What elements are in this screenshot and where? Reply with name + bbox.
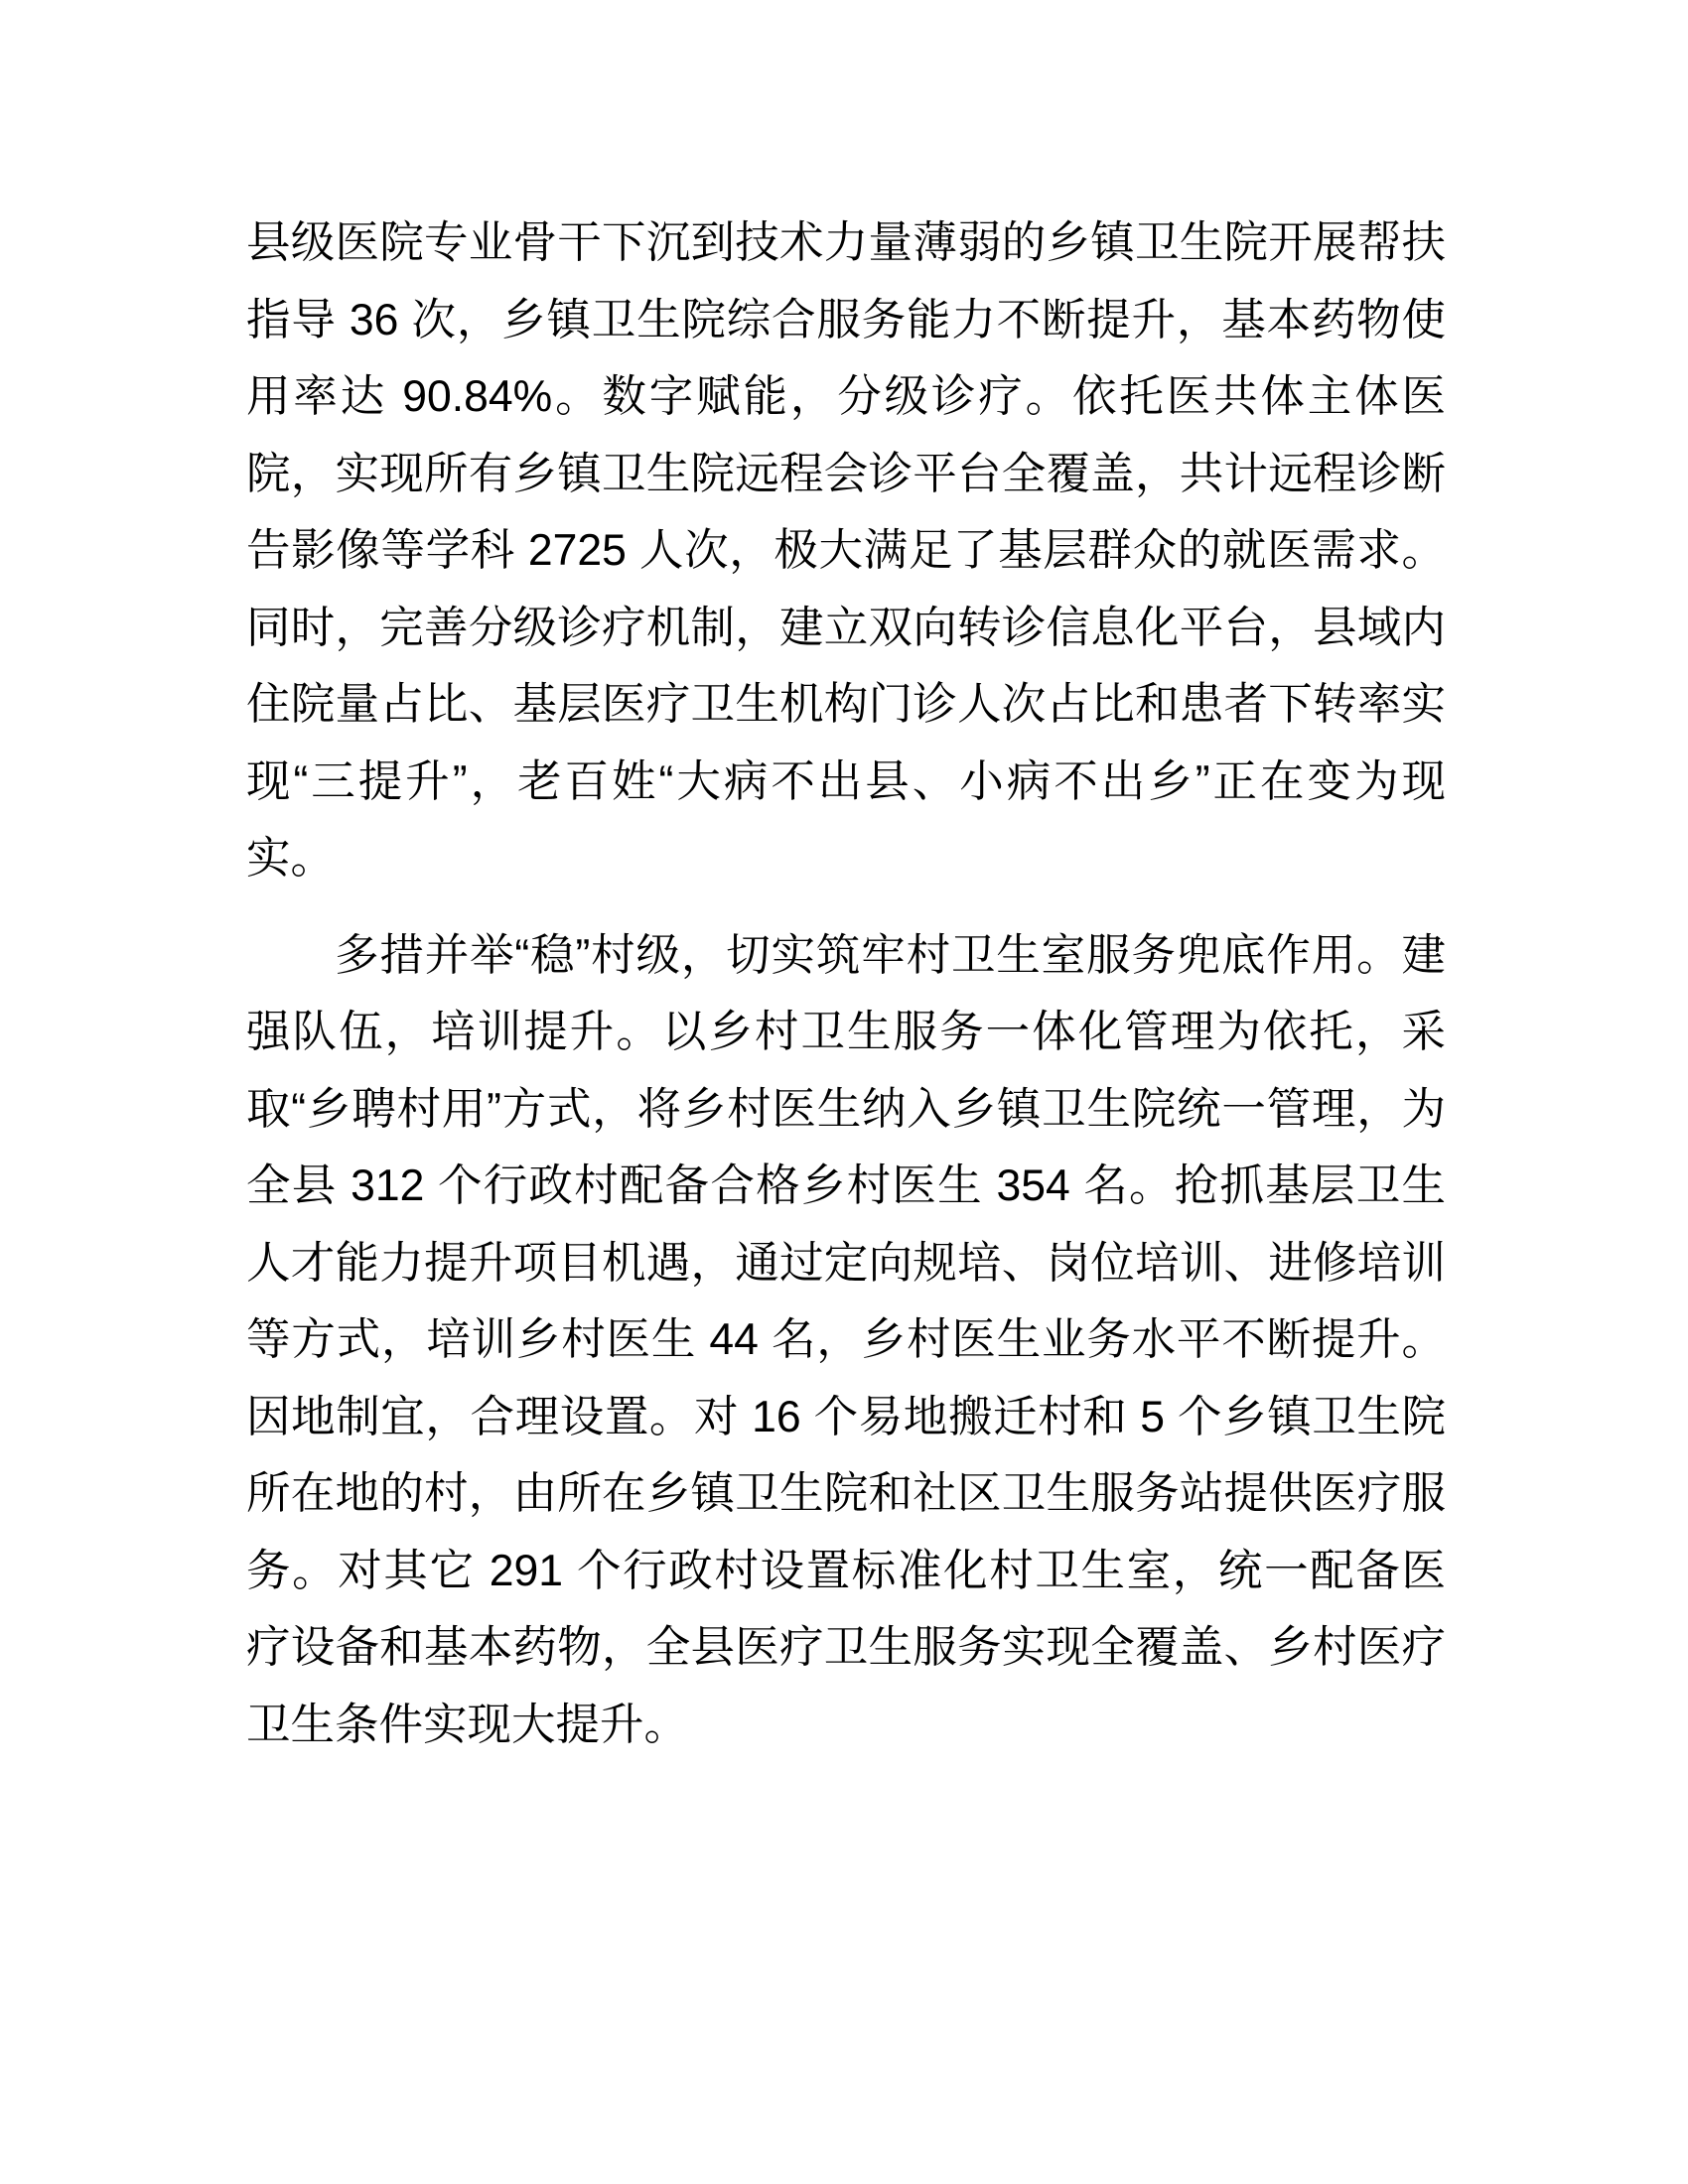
paragraph-village-clinic-measures: 多措并举“稳”村级，切实筑牢村卫生室服务兜底作用。建强队伍，培训提升。以乡村卫生服务一体化管理为依托，采取“乡聘村用”方式，将乡村医生纳入乡镇卫生院统一管理，为全县 312 个行政村配备合格乡村医生 354 名。抢抓基层卫生人才能力提升项目机遇，通过定向规培、岗位培训、进修培训等方式，培训乡村医生 44 名，乡村医生业务水平不断提升。因地制宜，合理设置。对 16 个易地搬迁村和 5 个乡镇卫生院所在地的村，由所在乡镇卫生院和社区卫生服务站提供医疗服务。对其它 291 个行政村设置标准化村卫生室，统一配备医疗设备和基本药物，全县医疗卫生服务实现全覆盖、乡村医疗卫生条件实现大提升。 [246, 930, 1446, 1749]
text-content [246, 205, 1446, 1763]
paragraph-county-hospital-support: 县级医院专业骨干下沉到技术力量薄弱的乡镇卫生院开展帮扶指导 36 次，乡镇卫生院综合服务能力不断提升，基本药物使用率达 90.84%。数字赋能，分级诊疗。依托医共体主体医院，实现所有乡镇卫生院远程会诊平台全覆盖，共计远程诊断告影像等学科 2725 人次，极大满足了基层群众的就医需求。同时，完善分级诊疗机制，建立双向转诊信息化平台，县域内住院量占比、基层医疗卫生机构门诊人次占比和患者下转率实现“三提升”，老百姓“大病不出县、小病不出乡”正在变为现实。 [246, 218, 1446, 883]
